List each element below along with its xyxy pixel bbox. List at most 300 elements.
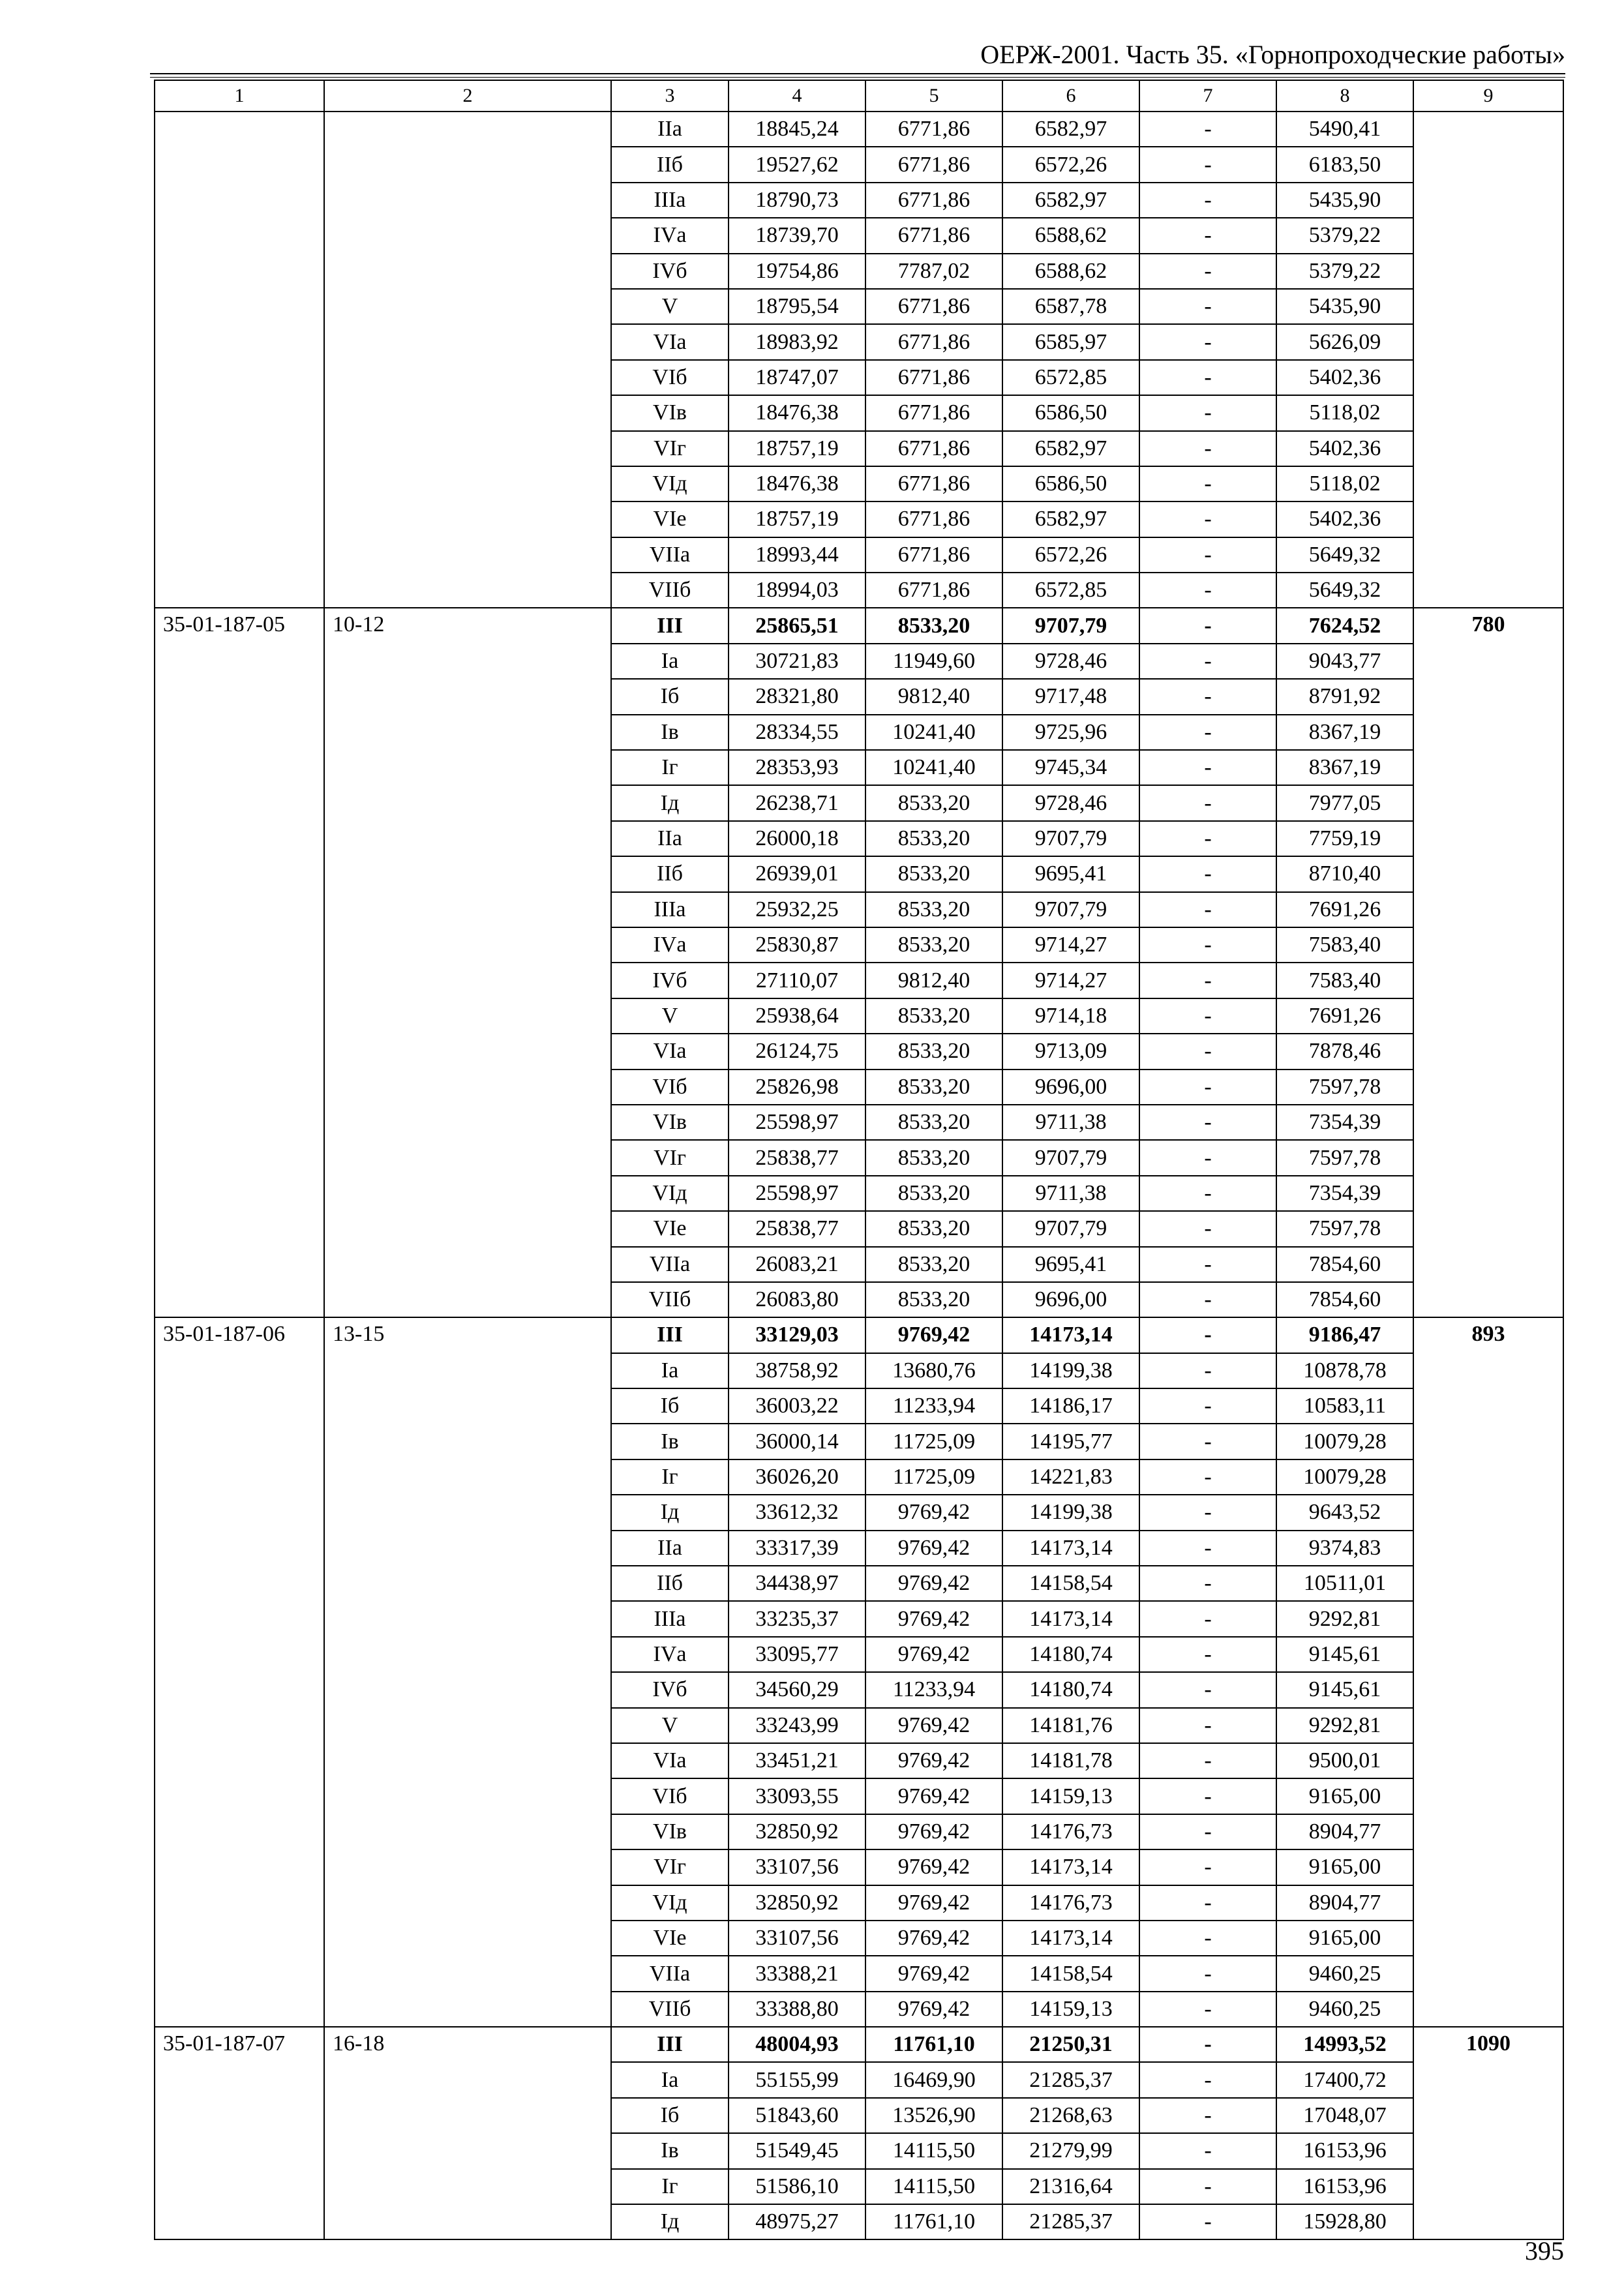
variant-cell: Iв [611, 2133, 729, 2168]
wages-cell: 8533,20 [865, 1211, 1002, 1246]
variant-cell: VIв [611, 1814, 729, 1849]
driver-wages-cell: - [1139, 1424, 1276, 1459]
total-cost-cell: 25938,64 [729, 998, 865, 1034]
variant-cell: IVб [611, 963, 729, 998]
variant-cell: VIд [611, 466, 729, 501]
driver-wages-cell: - [1139, 750, 1276, 785]
wages-cell: 6771,86 [865, 360, 1002, 395]
wages-cell: 11949,60 [865, 644, 1002, 679]
driver-wages-cell: - [1139, 1388, 1276, 1424]
materials-cell: 7354,39 [1276, 1105, 1413, 1140]
materials-cell: 9292,81 [1276, 1601, 1413, 1636]
driver-wages-cell: - [1139, 1070, 1276, 1105]
materials-cell: 9500,01 [1276, 1743, 1413, 1778]
variant-cell: Iд [611, 2204, 729, 2239]
driver-wages-cell: - [1139, 1921, 1276, 1956]
driver-wages-cell: - [1139, 147, 1276, 182]
driver-wages-cell: - [1139, 112, 1276, 147]
table-header-row [155, 80, 1563, 112]
machines-cell: 14173,14 [1002, 1317, 1139, 1353]
driver-wages-cell: - [1139, 2027, 1276, 2062]
variant-cell: IIб [611, 147, 729, 182]
machines-cell: 6572,85 [1002, 360, 1139, 395]
variant-cell: VIг [611, 1140, 729, 1175]
column-header: 5 [865, 80, 1002, 112]
total-cost-cell: 18845,24 [729, 112, 865, 147]
machines-cell: 14159,13 [1002, 1992, 1139, 2027]
total-cost-cell: 19754,86 [729, 254, 865, 289]
variant-cell: VIа [611, 1034, 729, 1069]
total-cost-cell: 28353,93 [729, 750, 865, 785]
variant-cell: VIа [611, 324, 729, 359]
total-cost-cell: 34438,97 [729, 1566, 865, 1601]
table-row [155, 2027, 1563, 2062]
wages-cell: 11761,10 [865, 2204, 1002, 2239]
variant-cell: IIб [611, 1566, 729, 1601]
variant-cell: VIIа [611, 1247, 729, 1282]
driver-wages-cell: - [1139, 963, 1276, 998]
wages-cell: 14115,50 [865, 2169, 1002, 2204]
wages-cell: 11233,94 [865, 1672, 1002, 1707]
machines-cell: 6585,97 [1002, 324, 1139, 359]
variant-cell: Iа [611, 2062, 729, 2097]
materials-cell: 8367,19 [1276, 750, 1413, 785]
total-cost-cell: 32850,92 [729, 1885, 865, 1921]
materials-cell: 10079,28 [1276, 1424, 1413, 1459]
machines-cell: 9717,48 [1002, 679, 1139, 714]
materials-cell: 10511,01 [1276, 1566, 1413, 1601]
materials-cell: 7624,52 [1276, 608, 1413, 643]
materials-cell: 9043,77 [1276, 644, 1413, 679]
materials-cell: 9643,52 [1276, 1495, 1413, 1530]
total-cost-cell: 18983,92 [729, 324, 865, 359]
variant-cell: Iа [611, 644, 729, 679]
machines-cell: 14158,54 [1002, 1956, 1139, 1991]
variant-cell: Iд [611, 785, 729, 820]
materials-cell: 8791,92 [1276, 679, 1413, 714]
variant-cell: III [611, 2027, 729, 2062]
materials-cell: 5118,02 [1276, 395, 1413, 430]
total-cost-cell: 18790,73 [729, 183, 865, 218]
total-cost-cell: 38758,92 [729, 1353, 865, 1388]
wages-cell: 6771,86 [865, 112, 1002, 147]
driver-wages-cell: - [1139, 1956, 1276, 1991]
total-cost-cell: 51586,10 [729, 2169, 865, 2204]
total-cost-cell: 25865,51 [729, 608, 865, 643]
wages-cell: 9769,42 [865, 1885, 1002, 1921]
driver-wages-cell: - [1139, 537, 1276, 573]
wages-cell: 11761,10 [865, 2027, 1002, 2062]
wages-cell: 9769,42 [865, 1637, 1002, 1672]
variant-cell: Iа [611, 1353, 729, 1388]
total-cost-cell: 33107,56 [729, 1921, 865, 1956]
variant-cell: Iг [611, 2169, 729, 2204]
total-cost-cell: 28321,80 [729, 679, 865, 714]
variant-cell: VIIа [611, 1956, 729, 1991]
total-cost-cell: 33235,37 [729, 1601, 865, 1636]
total-cost-cell: 25826,98 [729, 1070, 865, 1105]
machines-cell: 14181,78 [1002, 1743, 1139, 1778]
machines-cell: 9713,09 [1002, 1034, 1139, 1069]
norm-code-cell: 35-01-187-05 [155, 608, 324, 1317]
machines-cell: 14186,17 [1002, 1388, 1139, 1424]
price-table [154, 80, 1564, 2240]
wages-cell: 6771,86 [865, 573, 1002, 608]
variant-cell: VIIб [611, 1992, 729, 2027]
driver-wages-cell: - [1139, 856, 1276, 891]
materials-cell: 5649,32 [1276, 573, 1413, 608]
driver-wages-cell: - [1139, 1459, 1276, 1495]
driver-wages-cell: - [1139, 2062, 1276, 2097]
materials-cell: 7354,39 [1276, 1176, 1413, 1211]
variant-cell: V [611, 1708, 729, 1743]
total-cost-cell: 27110,07 [729, 963, 865, 998]
machines-cell: 9714,18 [1002, 998, 1139, 1034]
materials-cell: 17048,07 [1276, 2098, 1413, 2133]
total-cost-cell: 19527,62 [729, 147, 865, 182]
machines-cell: 9707,79 [1002, 608, 1139, 643]
machines-cell: 14181,76 [1002, 1708, 1139, 1743]
machines-cell: 9711,38 [1002, 1176, 1139, 1211]
variant-cell: IIIа [611, 1601, 729, 1636]
wages-cell: 9769,42 [865, 1566, 1002, 1601]
variant-cell: V [611, 998, 729, 1034]
total-cost-cell: 18994,03 [729, 573, 865, 608]
table-row [155, 112, 1563, 147]
variant-cell: Iв [611, 1424, 729, 1459]
materials-cell: 5490,41 [1276, 112, 1413, 147]
driver-wages-cell: - [1139, 466, 1276, 501]
materials-cell: 5118,02 [1276, 466, 1413, 501]
variant-cell: V [611, 289, 729, 324]
total-cost-cell: 36026,20 [729, 1459, 865, 1495]
total-cost-cell: 33317,39 [729, 1531, 865, 1566]
driver-wages-cell: - [1139, 573, 1276, 608]
wages-cell: 9812,40 [865, 679, 1002, 714]
machines-cell: 9711,38 [1002, 1105, 1139, 1140]
machines-cell: 6572,85 [1002, 573, 1139, 608]
total-cost-cell: 25838,77 [729, 1211, 865, 1246]
total-cost-cell: 25598,97 [729, 1176, 865, 1211]
machines-cell: 6572,26 [1002, 147, 1139, 182]
machines-cell: 9707,79 [1002, 892, 1139, 927]
column-header: 2 [324, 80, 611, 112]
variant-cell: VIIа [611, 537, 729, 573]
driver-wages-cell: - [1139, 254, 1276, 289]
column-header: 3 [611, 80, 729, 112]
variant-cell: VIб [611, 360, 729, 395]
driver-wages-cell: - [1139, 324, 1276, 359]
driver-wages-cell: - [1139, 1105, 1276, 1140]
machines-cell: 14173,14 [1002, 1531, 1139, 1566]
driver-wages-cell: - [1139, 1282, 1276, 1317]
materials-cell: 10878,78 [1276, 1353, 1413, 1388]
machines-cell: 6582,97 [1002, 183, 1139, 218]
wages-cell: 14115,50 [865, 2133, 1002, 2168]
wages-cell: 8533,20 [865, 608, 1002, 643]
machines-cell: 9696,00 [1002, 1070, 1139, 1105]
materials-cell: 7583,40 [1276, 963, 1413, 998]
materials-cell: 14993,52 [1276, 2027, 1413, 2062]
driver-wages-cell: - [1139, 715, 1276, 750]
driver-wages-cell: - [1139, 892, 1276, 927]
wages-cell: 6771,86 [865, 431, 1002, 466]
wages-cell: 6771,86 [865, 218, 1002, 253]
wages-cell: 13680,76 [865, 1353, 1002, 1388]
materials-cell: 9145,61 [1276, 1672, 1413, 1707]
driver-wages-cell: - [1139, 608, 1276, 643]
machines-cell: 6582,97 [1002, 431, 1139, 466]
driver-wages-cell: - [1139, 1743, 1276, 1778]
wages-cell: 6771,86 [865, 289, 1002, 324]
total-cost-cell: 26124,75 [729, 1034, 865, 1069]
variant-cell: Iб [611, 679, 729, 714]
table-row [155, 608, 1563, 643]
wages-cell: 8533,20 [865, 927, 1002, 963]
wages-cell: 8533,20 [865, 1282, 1002, 1317]
variant-cell: VIIб [611, 1282, 729, 1317]
machines-cell: 6582,97 [1002, 501, 1139, 537]
driver-wages-cell: - [1139, 289, 1276, 324]
wages-cell: 10241,40 [865, 750, 1002, 785]
machines-cell: 9707,79 [1002, 821, 1139, 856]
norm-range-cell: 16-18 [324, 2027, 611, 2239]
materials-cell: 7854,60 [1276, 1247, 1413, 1282]
driver-wages-cell: - [1139, 395, 1276, 430]
materials-cell: 16153,96 [1276, 2169, 1413, 2204]
variant-cell: VIд [611, 1885, 729, 1921]
machines-cell: 9695,41 [1002, 856, 1139, 891]
materials-cell: 8367,19 [1276, 715, 1413, 750]
driver-wages-cell: - [1139, 1566, 1276, 1601]
driver-wages-cell: - [1139, 679, 1276, 714]
total-cost-cell: 48004,93 [729, 2027, 865, 2062]
machines-cell: 9696,00 [1002, 1282, 1139, 1317]
wages-cell: 9769,42 [865, 1814, 1002, 1849]
wages-cell: 9769,42 [865, 1708, 1002, 1743]
machines-cell: 6588,62 [1002, 218, 1139, 253]
variant-cell: VIIб [611, 573, 729, 608]
driver-wages-cell: - [1139, 2169, 1276, 2204]
wages-cell: 8533,20 [865, 821, 1002, 856]
variant-cell: VIе [611, 501, 729, 537]
wages-cell: 6771,86 [865, 183, 1002, 218]
variant-cell: IVа [611, 1637, 729, 1672]
variant-cell: VIб [611, 1070, 729, 1105]
materials-cell: 7597,78 [1276, 1211, 1413, 1246]
driver-wages-cell: - [1139, 2133, 1276, 2168]
wages-cell: 8533,20 [865, 998, 1002, 1034]
wages-cell: 11725,09 [865, 1424, 1002, 1459]
materials-cell: 7597,78 [1276, 1070, 1413, 1105]
materials-cell: 7597,78 [1276, 1140, 1413, 1175]
machines-cell: 6587,78 [1002, 289, 1139, 324]
materials-cell: 8904,77 [1276, 1814, 1413, 1849]
materials-cell: 9292,81 [1276, 1708, 1413, 1743]
driver-wages-cell: - [1139, 1317, 1276, 1353]
labor-cost-cell: 780 [1413, 608, 1563, 1317]
wages-cell: 9769,42 [865, 1778, 1002, 1814]
total-cost-cell: 33612,32 [729, 1495, 865, 1530]
machines-cell: 21268,63 [1002, 2098, 1139, 2133]
total-cost-cell: 32850,92 [729, 1814, 865, 1849]
machines-cell: 14199,38 [1002, 1495, 1139, 1530]
driver-wages-cell: - [1139, 1176, 1276, 1211]
table-row [155, 1317, 1563, 1353]
labor-cost-cell: 893 [1413, 1317, 1563, 2027]
wages-cell: 9769,42 [865, 1956, 1002, 1991]
column-header: 6 [1002, 80, 1139, 112]
machines-cell: 14158,54 [1002, 1566, 1139, 1601]
wages-cell: 8533,20 [865, 1105, 1002, 1140]
materials-cell: 9460,25 [1276, 1992, 1413, 2027]
driver-wages-cell: - [1139, 1247, 1276, 1282]
norm-range-cell: 10-12 [324, 608, 611, 1317]
variant-cell: IIа [611, 1531, 729, 1566]
materials-cell: 7977,05 [1276, 785, 1413, 820]
wages-cell: 8533,20 [865, 1140, 1002, 1175]
column-header: 8 [1276, 80, 1413, 112]
column-header: 1 [155, 80, 324, 112]
total-cost-cell: 25830,87 [729, 927, 865, 963]
materials-cell: 8710,40 [1276, 856, 1413, 891]
wages-cell: 16469,90 [865, 2062, 1002, 2097]
total-cost-cell: 28334,55 [729, 715, 865, 750]
driver-wages-cell: - [1139, 1637, 1276, 1672]
machines-cell: 6582,97 [1002, 112, 1139, 147]
norm-range-cell: 13-15 [324, 1317, 611, 2027]
total-cost-cell: 36000,14 [729, 1424, 865, 1459]
wages-cell: 6771,86 [865, 395, 1002, 430]
machines-cell: 9714,27 [1002, 927, 1139, 963]
variant-cell: IIа [611, 821, 729, 856]
driver-wages-cell: - [1139, 1778, 1276, 1814]
driver-wages-cell: - [1139, 1495, 1276, 1530]
driver-wages-cell: - [1139, 2204, 1276, 2239]
total-cost-cell: 48975,27 [729, 2204, 865, 2239]
materials-cell: 5402,36 [1276, 360, 1413, 395]
materials-cell: 5626,09 [1276, 324, 1413, 359]
total-cost-cell: 51843,60 [729, 2098, 865, 2133]
driver-wages-cell: - [1139, 2098, 1276, 2133]
column-header: 9 [1413, 80, 1563, 112]
driver-wages-cell: - [1139, 1708, 1276, 1743]
wages-cell: 9769,42 [865, 1921, 1002, 1956]
total-cost-cell: 26000,18 [729, 821, 865, 856]
materials-cell: 9165,00 [1276, 1849, 1413, 1885]
materials-cell: 5435,90 [1276, 183, 1413, 218]
machines-cell: 6586,50 [1002, 466, 1139, 501]
variant-cell: Iг [611, 1459, 729, 1495]
variant-cell: III [611, 1317, 729, 1353]
total-cost-cell: 18739,70 [729, 218, 865, 253]
machines-cell: 6588,62 [1002, 254, 1139, 289]
header-divider [150, 73, 1565, 74]
variant-cell: IIIа [611, 892, 729, 927]
norm-code-cell: 35-01-187-06 [155, 1317, 324, 2027]
machines-cell: 21285,37 [1002, 2204, 1139, 2239]
driver-wages-cell: - [1139, 360, 1276, 395]
driver-wages-cell: - [1139, 1849, 1276, 1885]
total-cost-cell: 33388,21 [729, 1956, 865, 1991]
machines-cell: 21285,37 [1002, 2062, 1139, 2097]
materials-cell: 5435,90 [1276, 289, 1413, 324]
total-cost-cell: 26939,01 [729, 856, 865, 891]
total-cost-cell: 18757,19 [729, 431, 865, 466]
materials-cell: 7583,40 [1276, 927, 1413, 963]
wages-cell: 8533,20 [865, 1070, 1002, 1105]
wages-cell: 9769,42 [865, 1992, 1002, 2027]
variant-cell: VIе [611, 1921, 729, 1956]
machines-cell: 14180,74 [1002, 1637, 1139, 1672]
driver-wages-cell: - [1139, 1672, 1276, 1707]
variant-cell: VIа [611, 1743, 729, 1778]
wages-cell: 10241,40 [865, 715, 1002, 750]
driver-wages-cell: - [1139, 785, 1276, 820]
driver-wages-cell: - [1139, 1601, 1276, 1636]
column-header: 4 [729, 80, 865, 112]
machines-cell: 21316,64 [1002, 2169, 1139, 2204]
materials-cell: 8904,77 [1276, 1885, 1413, 1921]
machines-cell: 9728,46 [1002, 644, 1139, 679]
materials-cell: 9460,25 [1276, 1956, 1413, 1991]
wages-cell: 9769,42 [865, 1743, 1002, 1778]
labor-cell-empty [1413, 112, 1563, 608]
machines-cell: 9745,34 [1002, 750, 1139, 785]
wages-cell: 13526,90 [865, 2098, 1002, 2133]
materials-cell: 5379,22 [1276, 218, 1413, 253]
wages-cell: 6771,86 [865, 466, 1002, 501]
total-cost-cell: 18476,38 [729, 395, 865, 430]
materials-cell: 9165,00 [1276, 1778, 1413, 1814]
materials-cell: 5402,36 [1276, 501, 1413, 537]
machines-cell: 9725,96 [1002, 715, 1139, 750]
wages-cell: 6771,86 [865, 501, 1002, 537]
materials-cell: 9165,00 [1276, 1921, 1413, 1956]
variant-cell: VIг [611, 431, 729, 466]
table-body [155, 112, 1563, 2239]
driver-wages-cell: - [1139, 1531, 1276, 1566]
machines-cell: 9714,27 [1002, 963, 1139, 998]
norm-code-cell: 35-01-187-07 [155, 2027, 324, 2239]
variant-cell: Iб [611, 2098, 729, 2133]
driver-wages-cell: - [1139, 1211, 1276, 1246]
driver-wages-cell: - [1139, 218, 1276, 253]
total-cost-cell: 33095,77 [729, 1637, 865, 1672]
materials-cell: 10079,28 [1276, 1459, 1413, 1495]
machines-cell: 14159,13 [1002, 1778, 1139, 1814]
wages-cell: 8533,20 [865, 1034, 1002, 1069]
materials-cell: 9374,83 [1276, 1531, 1413, 1566]
total-cost-cell: 26238,71 [729, 785, 865, 820]
driver-wages-cell: - [1139, 1992, 1276, 2027]
materials-cell: 7759,19 [1276, 821, 1413, 856]
total-cost-cell: 18757,19 [729, 501, 865, 537]
variant-cell: IVа [611, 927, 729, 963]
total-cost-cell: 26083,80 [729, 1282, 865, 1317]
wages-cell: 9769,42 [865, 1317, 1002, 1353]
variant-cell: VIв [611, 395, 729, 430]
materials-cell: 5402,36 [1276, 431, 1413, 466]
variant-cell: IVб [611, 254, 729, 289]
wages-cell: 9769,42 [865, 1531, 1002, 1566]
variant-cell: Iв [611, 715, 729, 750]
variant-cell: VIг [611, 1849, 729, 1885]
total-cost-cell: 33129,03 [729, 1317, 865, 1353]
total-cost-cell: 34560,29 [729, 1672, 865, 1707]
driver-wages-cell: - [1139, 1814, 1276, 1849]
total-cost-cell: 33243,99 [729, 1708, 865, 1743]
